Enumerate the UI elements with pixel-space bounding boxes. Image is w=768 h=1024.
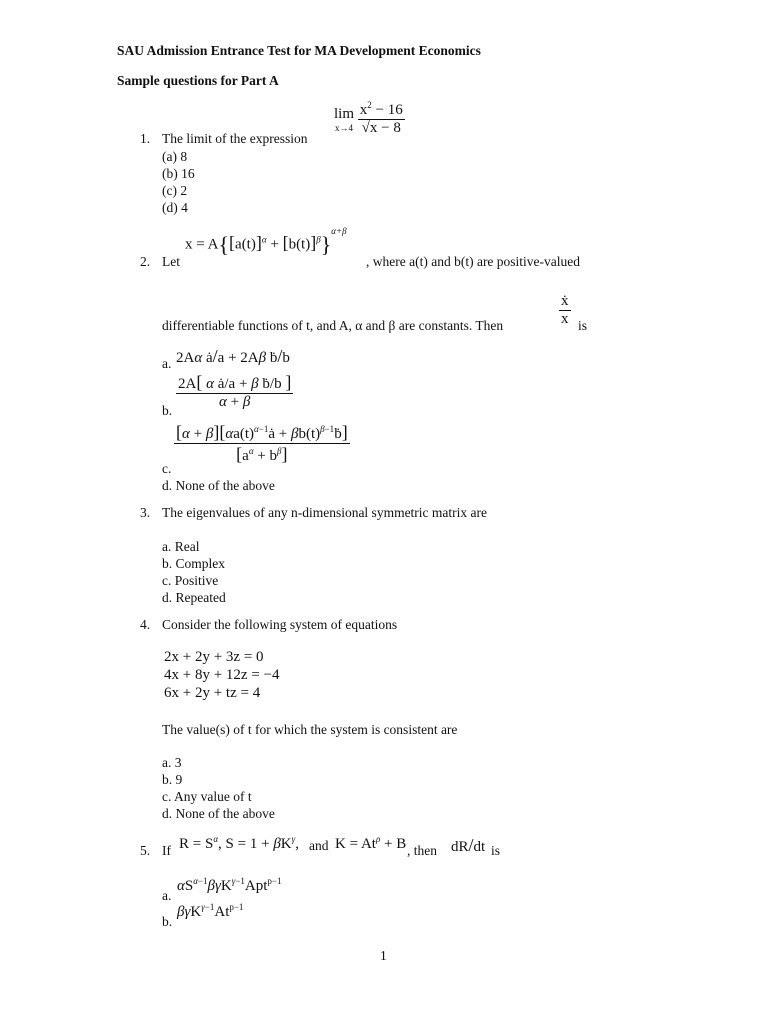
q4-option: b. 9 bbox=[162, 772, 183, 787]
q2-option-a-formula: 2Aα ȧ/a + 2Aβ ḃ/b bbox=[176, 346, 290, 366]
q3-option: b. Complex bbox=[162, 556, 225, 571]
q1-limit-expression: lim x→4 $\frac{x^2 - 16}{√x - 8}$ bbox=[334, 100, 403, 137]
q5-text-is: is bbox=[491, 843, 501, 858]
q5-text-then: , then bbox=[407, 843, 437, 858]
q4-option: c. Any value of t bbox=[162, 789, 252, 804]
q1-option: (c) 2 bbox=[162, 183, 188, 198]
q2-text-is: is bbox=[578, 318, 588, 333]
q5-derivative: dR/dt bbox=[451, 835, 486, 855]
q1-options bbox=[162, 148, 195, 216]
q2-label-c: c. bbox=[162, 461, 172, 476]
page-number: 1 bbox=[380, 948, 387, 963]
q1-option: (a) 8 bbox=[162, 149, 188, 164]
q1-option: (d) 4 bbox=[162, 200, 188, 215]
q4-options bbox=[162, 754, 275, 822]
q4-number: 4. bbox=[140, 617, 151, 632]
q5-label-a: a. bbox=[162, 888, 172, 903]
q5-r-s-formula: $R = S^\alpha$, $S = 1 + \beta K^\gamma$, bbox=[179, 834, 299, 852]
q5-option-a-formula: $\alpha S^{\alpha-1}\beta\gamma K^{\gamma-1}Apt^{p-1}$ bbox=[177, 876, 282, 894]
q4-equation: 4x + 8y + 12z = −4 bbox=[164, 667, 280, 683]
q2-text-where: , where a(t) and b(t) are positive-valued bbox=[366, 254, 581, 269]
document-title: SAU Admission Entrance Test for MA Development Economics bbox=[117, 43, 481, 58]
q3-option: d. Repeated bbox=[162, 590, 226, 605]
q5-k-formula: $K = At^\rho + B$ bbox=[335, 834, 407, 852]
q5-text-and: and bbox=[309, 838, 329, 853]
q2-label-a: a. bbox=[162, 356, 172, 371]
q2-definition-formula: $x = A\{[a(t)]^\alpha + [b(t)]^\beta\}^{\alpha+\beta}$ bbox=[185, 226, 347, 257]
q4-equation: 2x + 2y + 3z = 0 bbox=[164, 649, 264, 665]
q3-number: 3. bbox=[140, 505, 151, 520]
q5-option-b-formula: $\beta\gamma K^{\gamma-1}At^{p-1}$ bbox=[177, 902, 244, 920]
q5-label-b: b. bbox=[162, 914, 173, 929]
q5-number: 5. bbox=[140, 843, 151, 858]
q3-option: c. Positive bbox=[162, 573, 219, 588]
q4-option: a. 3 bbox=[162, 755, 182, 770]
q2-number: 2. bbox=[140, 254, 151, 269]
q4-equation: 6x + 2y + tz = 4 bbox=[164, 685, 261, 701]
q2-option-c-formula: $\frac{[\alpha + \beta][\alpha a(t)^{\alpha-1}ȧ + \beta b(t)^{\beta-1}ḃ]}{[a^\alpha + b^\beta]}$ bbox=[176, 422, 348, 465]
q3-text: The eigenvalues of any n-dimensional symmetric matrix are bbox=[162, 505, 488, 520]
q2-option-b-formula: $\frac{\text{2A[ α ȧ/a + β ḃ/b ]}}{\alpha + \beta}$ bbox=[178, 372, 292, 411]
q3-options bbox=[162, 538, 226, 606]
q2-label-b: b. bbox=[162, 403, 173, 418]
q2-text-let: Let bbox=[162, 254, 180, 269]
q4-question: The value(s) of t for which the system is consistent are bbox=[162, 722, 458, 737]
q1-text: The limit of the expression bbox=[162, 131, 308, 146]
q2-option-d: d. None of the above bbox=[162, 478, 275, 493]
section-subtitle: Sample questions for Part A bbox=[117, 73, 279, 88]
q4-option: d. None of the above bbox=[162, 806, 275, 821]
q4-equations bbox=[164, 648, 280, 702]
q3-option: a. Real bbox=[162, 539, 200, 554]
q5-text-if: If bbox=[162, 843, 171, 858]
q2-xdot-over-x: $\frac{\text{ẋ}}{x}$ bbox=[561, 293, 569, 328]
q2-text-line2: differentiable functions of t, and A, α and β are constants. Then bbox=[162, 318, 504, 333]
q1-number: 1. bbox=[140, 131, 151, 146]
q4-text: Consider the following system of equations bbox=[162, 617, 398, 632]
q1-option: (b) 16 bbox=[162, 166, 195, 181]
